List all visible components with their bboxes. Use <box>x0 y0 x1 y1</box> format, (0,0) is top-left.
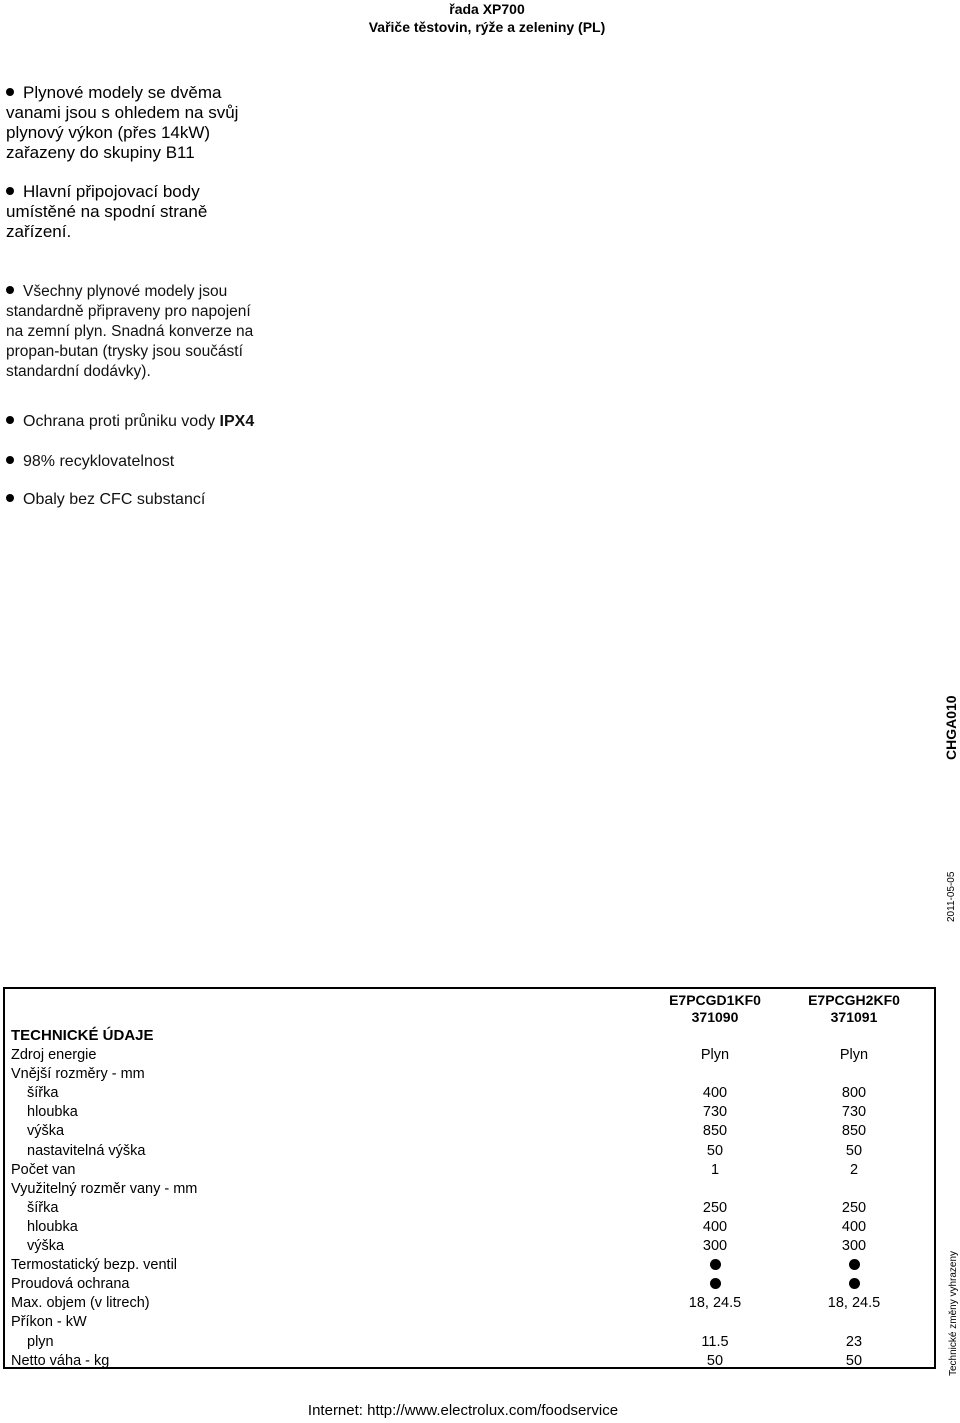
row-label: nastavitelná výška <box>27 1142 146 1159</box>
row-label: Zdroj energie <box>11 1047 97 1063</box>
row-label: hloubka <box>27 1218 78 1235</box>
bullet-line: vanami jsou s ohledem na svůj <box>6 103 239 122</box>
row-value: 850 <box>841 1123 867 1140</box>
row-value: 850 <box>702 1123 728 1140</box>
row-value: 400 <box>702 1085 728 1102</box>
bullet-gas-group <box>6 83 238 163</box>
bullet-recyclability <box>6 452 174 472</box>
series-title: řada XP700 <box>449 1 525 17</box>
bullet-icon <box>6 187 14 195</box>
row-label: výška <box>27 1238 65 1254</box>
bullet-line: Všechny plynové modely jsou <box>23 283 228 300</box>
row-label: Proudová ochrana <box>11 1276 130 1293</box>
ipx-rating: IPX4 <box>219 413 255 430</box>
model-code: 371091 <box>830 1009 878 1025</box>
feature-dot-icon <box>789 1256 919 1275</box>
technical-changes-note: Technické změny vyhrazeny <box>948 1250 959 1376</box>
row-value: 18, 24.5 <box>688 1295 742 1312</box>
bullet-text: Obaly bez CFC substancí <box>23 491 206 508</box>
table-row <box>5 1237 934 1256</box>
bullet-cfc-free <box>6 490 205 510</box>
table-row <box>5 1142 934 1161</box>
table-row <box>5 1065 934 1084</box>
document-header <box>300 0 674 36</box>
row-label: Využitelný rozměr vany - mm <box>11 1180 198 1197</box>
bullet-icon <box>6 88 14 96</box>
model-name: E7PCGH2KF0 <box>808 992 900 1008</box>
row-value: 11.5 <box>701 1333 729 1350</box>
product-title: Vařiče těstovin, rýže a zeleniny (PL) <box>368 19 606 35</box>
table-row <box>5 1256 934 1275</box>
bullet-icon <box>6 416 14 424</box>
table-row <box>5 1161 934 1180</box>
table-row <box>5 1352 934 1371</box>
bullet-line: propan-butan (trysky jsou součástí <box>6 343 243 360</box>
row-label: Počet van <box>11 1161 76 1178</box>
bullet-line: na zemní plyn. Snadná konverze na <box>6 323 254 340</box>
technical-data-table <box>3 987 936 1369</box>
row-label: hloubka <box>27 1104 78 1121</box>
feature-dot-icon <box>650 1275 780 1294</box>
bullet-line: standardně připraveny pro napojení <box>6 303 251 320</box>
row-label: výška <box>27 1123 65 1140</box>
table-row <box>5 1333 934 1352</box>
row-value: 2 <box>849 1161 859 1178</box>
table-row <box>5 1218 934 1237</box>
row-label: Termostatický bezp. ventil <box>11 1257 178 1274</box>
row-value: 400 <box>841 1218 867 1235</box>
bullet-line: plynový výkon (přes 14kW) <box>6 123 211 142</box>
document-date: 2011-05-05 <box>946 871 957 922</box>
row-value: 23 <box>845 1333 863 1350</box>
bullet-line: umístěné na spodní straně <box>6 202 208 221</box>
row-value: 50 <box>706 1142 724 1159</box>
bullet-icon <box>6 494 14 502</box>
document-code: CHGA010 <box>943 695 959 760</box>
bullet-gas-conversion <box>6 282 253 382</box>
bullet-icon <box>6 456 14 464</box>
bullet-line: Hlavní připojovací body <box>23 182 200 201</box>
bullet-line: standardní dodávky). <box>6 363 151 380</box>
bullet-connection-points <box>6 182 207 242</box>
row-value: 250 <box>702 1199 728 1216</box>
row-label: Vnější rozměry - mm <box>11 1066 145 1083</box>
row-value: Plyn <box>700 1047 730 1063</box>
row-value: 800 <box>841 1085 867 1102</box>
column-header-model-2 <box>789 992 919 1026</box>
table-row <box>5 1199 934 1218</box>
row-label: Příkon - kW <box>11 1314 87 1331</box>
table-row <box>5 1046 934 1065</box>
footer-url: Internet: http://www.electrolux.com/foodservice <box>307 1402 619 1419</box>
model-code: 371090 <box>691 1009 739 1025</box>
row-value: 400 <box>702 1218 728 1235</box>
row-value: 730 <box>841 1104 867 1121</box>
feature-dot-icon <box>789 1275 919 1294</box>
bullet-line: zařazeny do skupiny B11 <box>6 143 195 162</box>
bullet-line: Plynové modely se dvěma <box>23 83 222 102</box>
row-label: šířka <box>27 1199 59 1216</box>
feature-dot-icon <box>650 1256 780 1275</box>
bullet-line: zařízení. <box>6 222 72 241</box>
table-row <box>5 1180 934 1199</box>
row-value: 50 <box>845 1142 863 1159</box>
row-value: 250 <box>841 1199 867 1216</box>
row-value: 300 <box>702 1238 728 1254</box>
row-value: 50 <box>706 1352 724 1369</box>
technical-data-title: TECHNICKÉ ÚDAJE <box>11 1027 154 1044</box>
table-row <box>5 1122 934 1141</box>
row-value: 50 <box>845 1352 863 1369</box>
table-row <box>5 1103 934 1122</box>
row-label: šířka <box>27 1085 59 1102</box>
table-row <box>5 1294 934 1313</box>
row-label: Max. objem (v litrech) <box>11 1295 150 1312</box>
bullet-water-protection <box>6 412 254 432</box>
bullet-icon <box>6 286 14 294</box>
table-row <box>5 1275 934 1294</box>
column-header-model-1 <box>650 992 780 1026</box>
bullet-text: 98% recyklovatelnost <box>23 453 175 470</box>
row-label: Netto váha - kg <box>11 1352 110 1369</box>
model-name: E7PCGD1KF0 <box>669 992 761 1008</box>
row-value: 1 <box>710 1161 720 1178</box>
bullet-text: Ochrana proti průniku vody <box>23 413 220 430</box>
row-label: plyn <box>27 1333 54 1350</box>
table-row <box>5 1313 934 1332</box>
row-value: Plyn <box>839 1047 869 1063</box>
row-value: 730 <box>702 1104 728 1121</box>
row-value: 300 <box>841 1238 867 1254</box>
row-value: 18, 24.5 <box>827 1295 881 1312</box>
table-row <box>5 1084 934 1103</box>
